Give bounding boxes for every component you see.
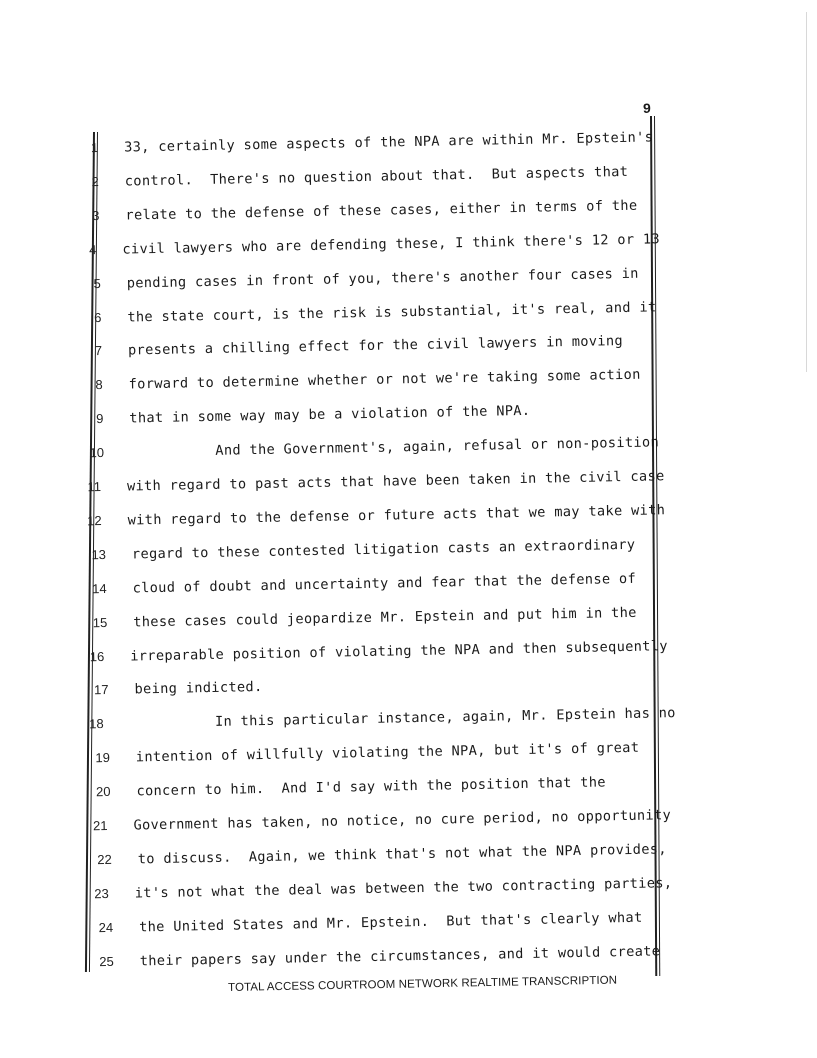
transcript-line xyxy=(92,875,672,908)
transcript-line xyxy=(86,536,666,569)
line-text: irreparable position of violating the NPA and then subsequently xyxy=(130,637,668,665)
line-text: forward to determine whether or not we're taking some action xyxy=(128,366,641,393)
line-number: 6 xyxy=(94,309,102,325)
line-text: concern to him. And I'd say with the position that the xyxy=(136,774,606,800)
line-number: 12 xyxy=(87,512,102,529)
transcript-line xyxy=(85,468,665,501)
line-number: 19 xyxy=(95,750,111,766)
line-number: 11 xyxy=(87,479,102,495)
transcript-line xyxy=(83,367,663,400)
line-number: 23 xyxy=(94,885,109,902)
transcript-line xyxy=(88,638,668,671)
transcript-line xyxy=(85,502,665,535)
line-text: pending cases in front of you, there's another four cases in xyxy=(126,265,639,292)
line-text: to discuss. Again, we think that's not what the NPA provides, xyxy=(137,841,667,868)
transcript-line xyxy=(89,705,676,738)
line-number: 5 xyxy=(93,275,101,291)
line-number: 22 xyxy=(97,851,112,868)
line-text: being indicted. xyxy=(134,679,263,698)
line-number: 13 xyxy=(91,546,107,563)
line-number: 3 xyxy=(92,207,100,223)
transcript-line xyxy=(81,265,661,298)
line-text: with regard to the defense or future acts that we may take with xyxy=(127,502,666,529)
line-text: intention of willfully violating the NPA, but it's of great xyxy=(135,739,640,766)
line-text: control. There's no question about that. But aspects that xyxy=(124,163,629,190)
transcript-line xyxy=(82,333,662,366)
transcript-line xyxy=(84,434,664,467)
line-text: And the Government's, again, refusal or non-position xyxy=(129,434,660,461)
transcript-line xyxy=(79,197,659,230)
line-number: 25 xyxy=(99,953,114,969)
transcript-line xyxy=(87,604,667,637)
line-number: 24 xyxy=(98,919,114,935)
transcript-line xyxy=(83,400,663,433)
line-number: 16 xyxy=(89,648,105,664)
transcript-line xyxy=(91,807,671,840)
line-number: 9 xyxy=(95,411,104,427)
transcript-line xyxy=(92,841,672,874)
line-text: regard to these contested litigation casts an extraordinary xyxy=(131,536,636,563)
transcript-line xyxy=(86,570,666,603)
transcript-line xyxy=(90,739,670,772)
line-number: 2 xyxy=(91,173,99,190)
line-number: 10 xyxy=(89,445,105,461)
transcript-line xyxy=(80,231,660,264)
line-number: 15 xyxy=(92,614,108,630)
line-number: 14 xyxy=(91,580,107,596)
transcript-line xyxy=(88,672,668,705)
line-text: cloud of doubt and uncertainty and fear that the defense of xyxy=(132,570,637,597)
line-text: that in some way may be a violation of the NPA. xyxy=(129,402,531,427)
footer-text: TOTAL ACCESS COURTROOM NETWORK REALTIME TRANSCRIPTION xyxy=(228,974,618,994)
line-text: civil lawyers who are defending these, I think there's 12 or 13 xyxy=(122,230,661,258)
line-number: 4 xyxy=(89,241,97,257)
line-number: 8 xyxy=(95,377,103,393)
transcript-line xyxy=(94,943,674,976)
line-text: these cases could jeopardize Mr. Epstein and put him in the xyxy=(133,604,637,631)
line-text: relate to the defense of these cases, either in terms of the xyxy=(125,197,638,224)
transcript-line xyxy=(79,163,659,196)
transcript-line xyxy=(90,773,670,806)
transcript-line xyxy=(93,909,673,942)
line-text: the United States and Mr. Epstein. But that's clearly what xyxy=(138,909,643,936)
line-number: 17 xyxy=(93,682,109,698)
page-number: 9 xyxy=(643,100,651,116)
line-text: with regard to past acts that have been taken in the civil case xyxy=(126,468,665,495)
line-number: 20 xyxy=(95,784,111,800)
line-number: 1 xyxy=(90,140,99,156)
line-number: 7 xyxy=(94,343,103,359)
line-text: it's not what the deal was between the two contracting parties, xyxy=(134,874,673,902)
line-number: 21 xyxy=(92,817,108,834)
line-text: presents a chilling effect for the civil lawyers in moving xyxy=(127,333,624,359)
line-text: the state court, is the risk is substantial, it's real, and it xyxy=(127,298,657,326)
line-text: 33, certainly some aspects of the NPA are within Mr. Epstein's xyxy=(123,129,654,156)
line-number: 18 xyxy=(89,716,104,732)
transcript-line xyxy=(81,299,661,332)
line-text: Government has taken, no notice, no cure period, no opportunity xyxy=(133,807,672,834)
transcript-line xyxy=(78,129,658,162)
line-text: their papers say under the circumstances, and it would create xyxy=(139,942,661,969)
line-text: In this particular instance, again, Mr. Epstein has no xyxy=(129,705,676,732)
